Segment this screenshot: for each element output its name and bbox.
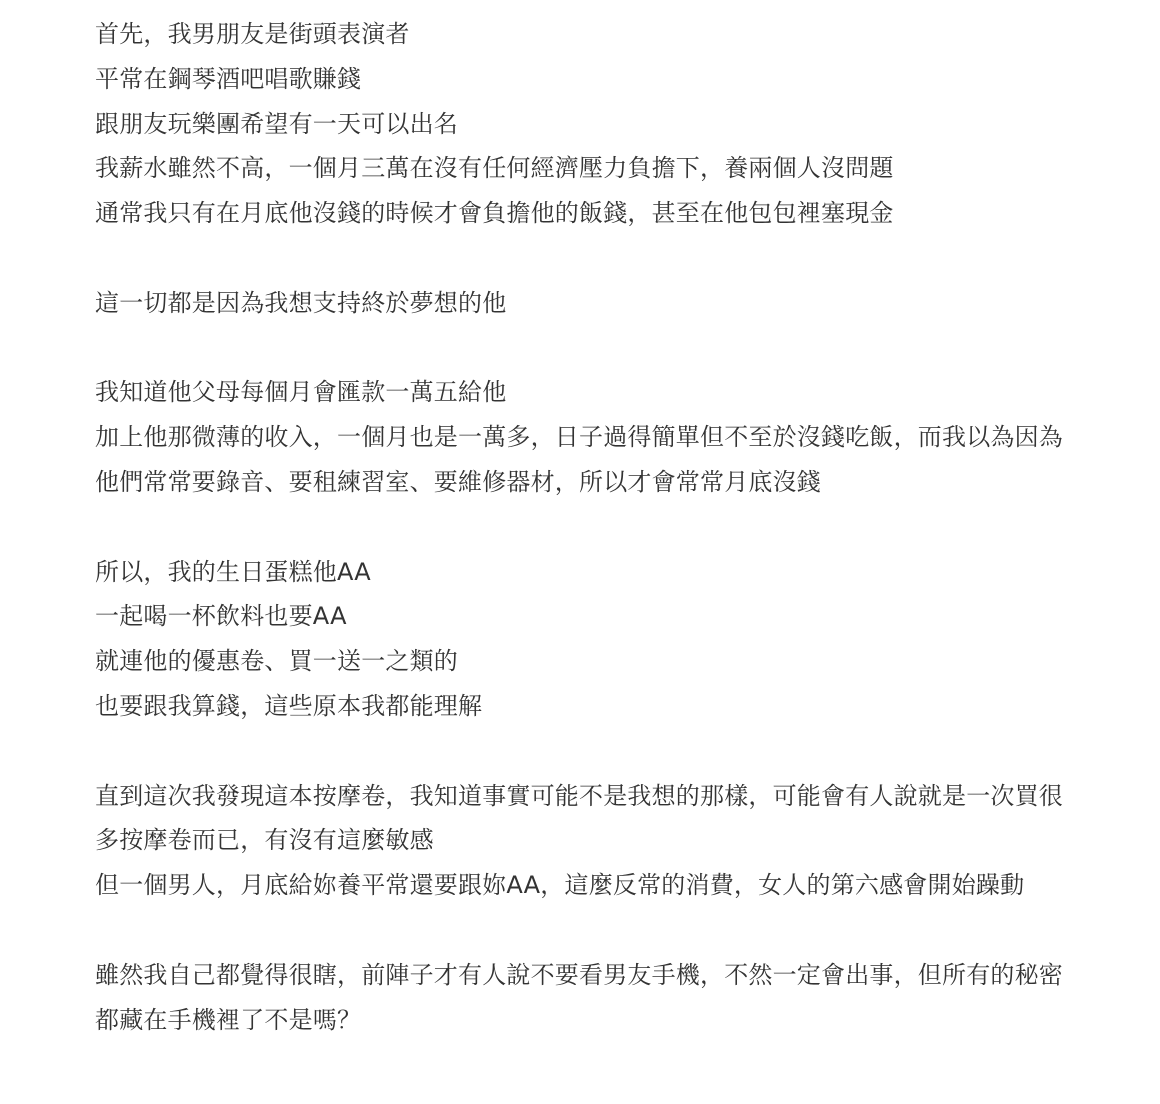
text-line: 我薪水雖然不高，一個月三萬在沒有任何經濟壓力負擔下，養兩個人沒問題 [95, 154, 894, 183]
paragraph [95, 281, 1070, 326]
text-line: 直到這次我發現這本按摩卷，我知道事實可能不是我想的那樣，可能會有人說就是一次買很多按摩卷而已，有沒有這麼敏感 [95, 781, 1063, 855]
paragraph [95, 953, 1070, 1043]
text-line: 也要跟我算錢，這些原本我都能理解 [95, 691, 483, 720]
text-line: 就連他的優惠卷、買一送一之類的 [95, 647, 458, 676]
article-body [95, 12, 1070, 1087]
text-line: 但一個男人，月底給妳養平常還要跟妳AA，這麼反常的消費，女人的第六感會開始躁動 [95, 871, 1025, 900]
paragraph [95, 12, 1070, 236]
text-line: 加上他那微薄的收入，一個月也是一萬多，日子過得簡單但不至於沒錢吃飯，而我以為因為他們常常要錄音、要租練習室、要維修器材，所以才會常常月底沒錢 [95, 423, 1063, 496]
text-line: 雖然我自己都覺得很瞎，前陣子才有人說不要看男友手機，不然一定會出事，但所有的秘密都藏在手機裡了不是嗎？ [95, 960, 1063, 1034]
paragraph [95, 774, 1070, 908]
paragraph [95, 370, 1070, 504]
text-line: 平常在鋼琴酒吧唱歌賺錢 [95, 64, 362, 93]
text-line: 首先，我男朋友是街頭表演者 [95, 20, 410, 48]
text-line: 跟朋友玩樂團希望有一天可以出名 [95, 109, 458, 138]
paragraph [95, 550, 1070, 729]
text-line: 通常我只有在月底他沒錢的時候才會負擔他的飯錢，甚至在他包包裡塞現金 [95, 199, 894, 228]
text-line: 這一切都是因為我想支持終於夢想的他 [95, 288, 507, 317]
text-line: 我知道他父母每個月會匯款一萬五給他 [95, 378, 507, 407]
text-line: 一起喝一杯飲料也要AA [95, 602, 347, 631]
text-line: 所以，我的生日蛋糕他AA [95, 557, 371, 586]
